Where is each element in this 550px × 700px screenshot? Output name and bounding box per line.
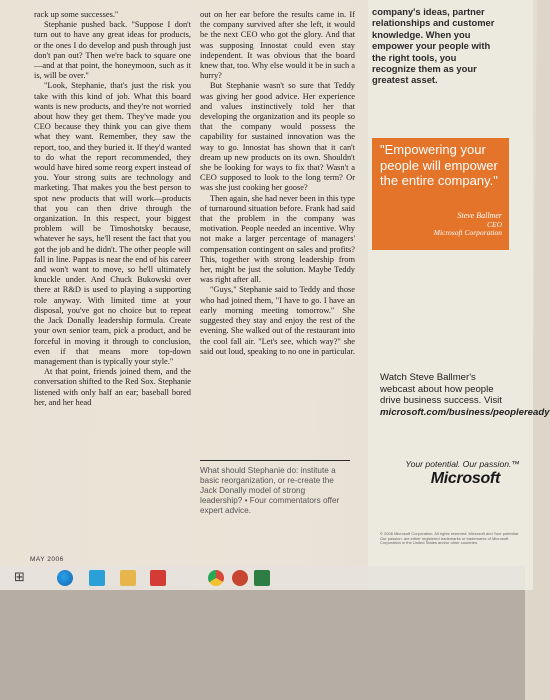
- article-paragraph: Then again, she had never been in this type of turnaround situation before. Frank had said that the problem in the company was motivation. People needed an incentive. Why not make a larger percentage of managers' compensation contingent on sales and profits? This, together with strong leadership from her, might be just the solution. Maybe Teddy was right after all.: [200, 193, 355, 285]
- webcast-url: microsoft.com/business/peopleready: [380, 406, 550, 418]
- signature-title: CEO: [487, 219, 502, 229]
- ad-tagline: Your potential. Our passion.™: [405, 459, 520, 469]
- office-icon[interactable]: [150, 570, 166, 586]
- chrome-icon[interactable]: [208, 570, 224, 586]
- signature-block: [420, 212, 502, 238]
- signature-company: Microsoft Corporation: [433, 228, 502, 237]
- microsoft-ad: [368, 0, 550, 590]
- ad-intro-copy: company's ideas, partner relationships and customer knowledge. When you empower your people with the right tools, you recognize them as your greatest asset.: [372, 6, 495, 86]
- microsoft-logo: Microsoft: [430, 470, 500, 487]
- file-explorer-icon[interactable]: [89, 570, 105, 586]
- article-paragraph: Stephanie pushed back. "Suppose I don't turn out to have any great ideas for products, or the ones I do develop and push through just don't pan out? Then we're back to square one—and at that point, the honeymoon, such as it is, will be over.": [34, 20, 191, 81]
- webcast-text: Watch Steve Ballmer's webcast about how people drive business success. Visit: [380, 372, 502, 407]
- pull-question-divider: [200, 460, 350, 461]
- signature-name: Steve Ballmer: [457, 211, 502, 220]
- webcast-callout: [380, 372, 550, 418]
- store-icon[interactable]: [120, 570, 136, 586]
- word-icon[interactable]: [254, 570, 270, 586]
- article-paragraph: But Stephanie wasn't so sure that Teddy was giving her good advice. Her experience and values instinctively told her that developing the organization and its people so that the company would possess the capability for sustained innovation was the way to go. Innostat has shown that it can't dream up new products on its own. Shouldn't she be looking for ways to fix that? Wasn't a CEO supposed to look to the long term? Or was she just cooking her goose?: [200, 81, 355, 193]
- article-paragraph: "Guys," Stephanie said to Teddy and those who had joined them, "I have to go. I have an early morning meeting tomorrow." She suggested they stay and enjoy the rest of the evening. She walked out of the restaurant into the cool fall air. "Let's see, which way?" she said out loud, speaking to no one in particular.: [200, 285, 355, 356]
- start-icon[interactable]: ⊞: [14, 570, 25, 585]
- article-column-1: [34, 10, 191, 408]
- desk-background: [0, 590, 525, 700]
- article-paragraph: "Look, Stephanie, that's just the risk you take with this kind of job. What this board wants is new products, and they're not worried about how they get them. They've made you CEO because they think you can give them what they want. Remember, they saw the report, too, and they buried it. If they'd wanted to do what the report recommended, they would have hired some reorg expert instead of you. Your strong suits are technology and marketing. That makes you the best person to spot new products that will work—products that you can then drive through the organization. In this respect, your biggest problem will be Timoshotsky because, whatever he says, he'll resent the fact that you got the job and he didn't. The other people will fall in line. Pappas is near the end of his career and won't want to move, so he'll ultimately knuckle under. And Chuck Bukowski over there at R&D is used to playing a supporting role anyway. With limited time at your disposal, you've got no choice but to repeat the Jack Donally leadership formula. Create your own senior team, pick a product, and be forceful in moving it through to conclusion, even if that means more top-down management than is typically your style.": [34, 81, 191, 366]
- article-column-2: [200, 10, 355, 357]
- article-paragraph: out on her ear before the results came in. If the company survived after she left, it would be the next CEO who got the glory. And that was supposing Innostat could even stay independent. It was obvious that the board knew that, too. Why else would it be in such a hurry?: [200, 10, 355, 81]
- article-paragraph: rack up some successes.": [34, 10, 119, 19]
- edge-icon[interactable]: [57, 570, 73, 586]
- ad-quote: "Empowering your people will empower the entire company.": [380, 142, 498, 188]
- pull-question: What should Stephanie do: institute a basic reorganization, or re-create the Jack Donally model of strong leadership? • Four commentators offer expert advice.: [200, 466, 340, 515]
- excel-icon[interactable]: [232, 570, 248, 586]
- issue-date: MAY 2006: [30, 556, 64, 563]
- article-paragraph: At that point, friends joined them, and the conversation shifted to the Red Sox. Stephanie listened with only half an ear; baseball bored her, and her head: [34, 367, 191, 407]
- ad-fine-print: © 2006 Microsoft Corporation. All rights reserved. Microsoft and Your potential. Our passion. are either registered trademarks or trademarks of Microsoft Corporation in the United States and/or other countries.: [380, 531, 520, 546]
